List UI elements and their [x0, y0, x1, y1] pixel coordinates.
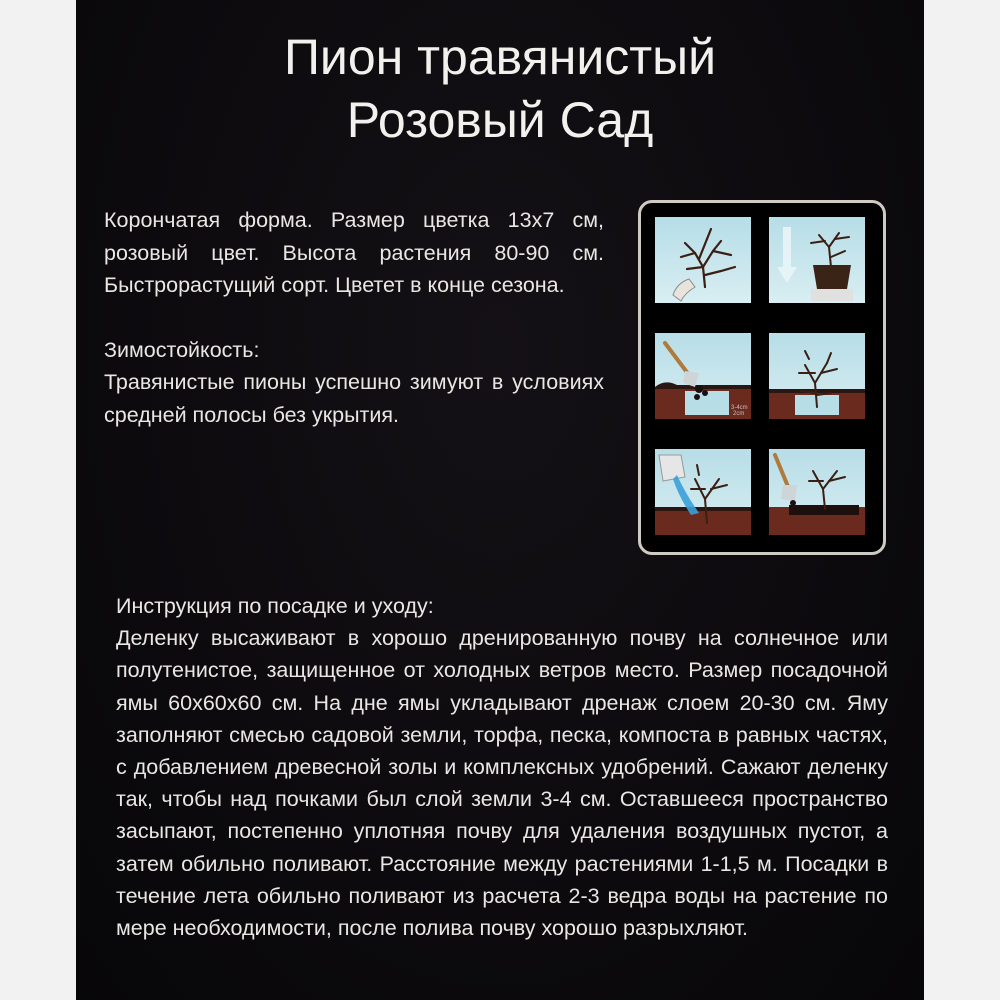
instructions-block: [116, 590, 888, 944]
instructions-text: Деленку высаживают в хорошо дренированную почву на солнечное или полутенистое, защищенное от холодных ветров место. Размер посадочной ямы 60х60х60 см. На дне ямы укладывают дренаж слоем 20-30 см. Яму заполняют смесью садовой земли, торфа, песка, компоста в равных частях, с добавлением древесной золы и комплексных удобрений. Сажают деленку так, чтобы над почками был слой земли 3-4 см. Оставшееся пространство засыпают, постепенно уплотняя почву для удаления воздушных пустот, а затем обильно поливают. Расстояние между растениями 1-1,5 м. Посадки в течение лета обильно поливают из расчета 2-3 ведра воды на растение по мере необходимости, после полива почву хорошо разрыхляют.: [116, 626, 888, 941]
step-6-image: [769, 449, 865, 535]
step-4-image: [769, 333, 865, 419]
winter-heading: Зимостойкость:: [104, 337, 260, 362]
instructions-heading: Инструкция по посадке и уходу:: [116, 594, 434, 618]
step-3-image: [655, 333, 751, 419]
planting-diagram: [638, 200, 886, 555]
page-title: [76, 26, 924, 152]
description-text: Корончатая форма. Размер цветка 13х7 см, розовый цвет. Высота растения 80-90 см. Быстрорастущий сорт. Цветет в конце сезона.: [104, 208, 604, 298]
step-2-image: [769, 217, 865, 303]
step-5-image: [655, 449, 751, 535]
winter-text: Травянистые пионы успешно зимуют в условиях средней полосы без укрытия.: [104, 370, 604, 427]
depth-label-1: 3-4cm: [731, 405, 748, 411]
depth-label-2: 2cm: [733, 411, 745, 417]
description-block: [104, 204, 604, 432]
product-card: [76, 0, 924, 1000]
title-line-2: Розовый Сад: [346, 92, 654, 148]
title-line-1: Пион травянистый: [283, 29, 717, 85]
step-1-image: [655, 217, 751, 303]
